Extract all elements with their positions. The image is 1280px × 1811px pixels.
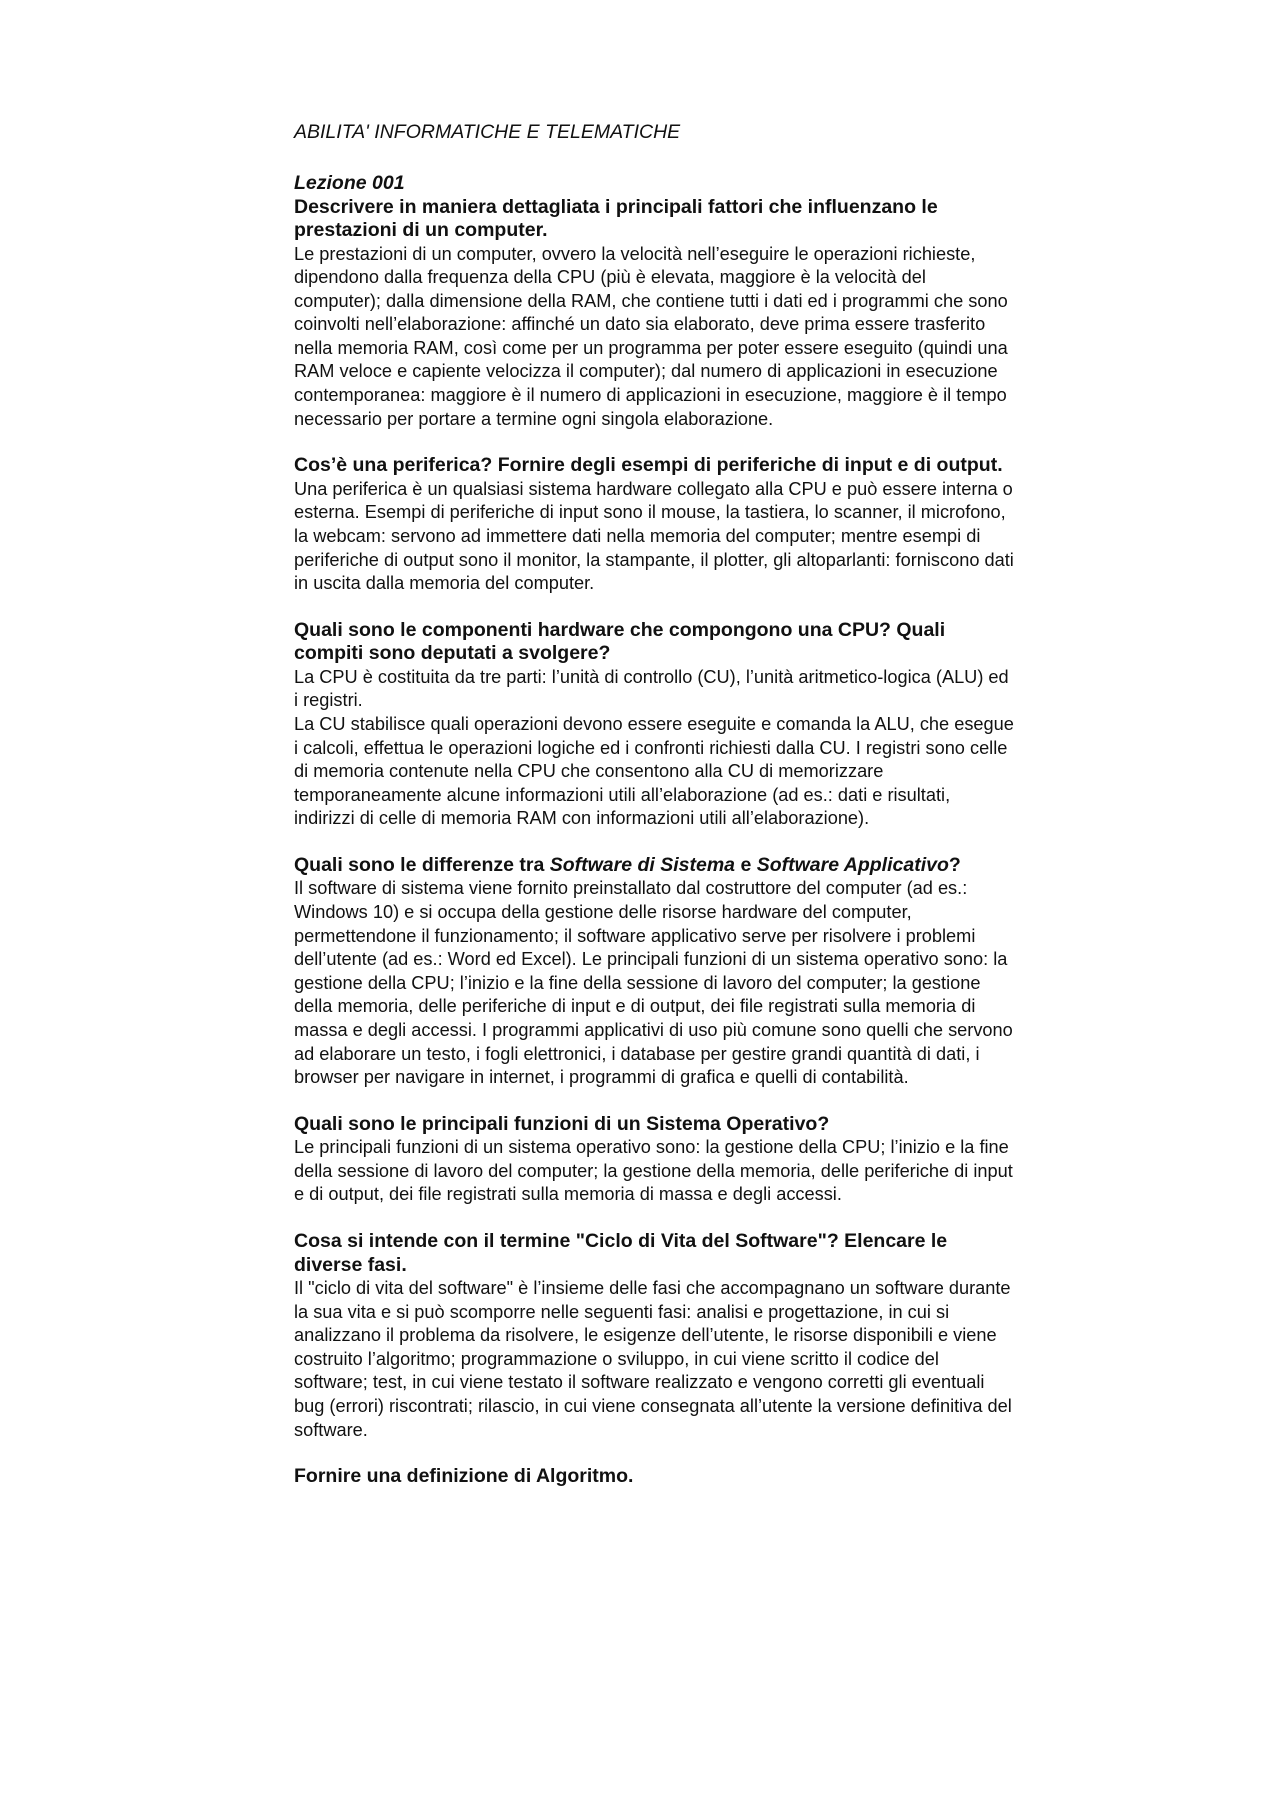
lesson-heading: Lezione 001 [294, 172, 405, 194]
question-heading: Quali sono le principali funzioni di un Sistema Operativo? [294, 1112, 830, 1135]
question-emphasis: Software Applicativo [756, 853, 949, 876]
question-text: ? [948, 853, 961, 876]
answer-paragraph: Una periferica è un qualsiasi sistema hardware collegato alla CPU e può essere interna o esterna. Esempi di periferiche di input sono il mouse, la tastiera, lo scanner, il microfono, la webcam: servono ad immettere dati nella memoria del computer; mentre esempi di periferiche di output sono il monitor, la stampante, il plotter, gli altoparlanti: forniscono dati in uscita dalla memoria del computer. [294, 478, 1014, 594]
question-heading: Fornire una definizione di Algoritmo. [294, 1465, 634, 1488]
qa-section [294, 196, 1014, 432]
document-page [294, 120, 1014, 1512]
qa-section [294, 619, 1014, 831]
answer-paragraph: La CU stabilisce quali operazioni devono essere eseguite e comanda la ALU, che esegue i calcoli, effettua le operazioni logiche ed i confronti richiesti dalla CU. I registri sono celle di memoria contenute nella CPU che consentono alla CU di memorizzare temporaneamente alcune informazioni utili all’elaborazione (ad es.: dati e risultati, indirizzi di celle di memoria RAM con informazioni utili all’elaborazione). [294, 713, 1014, 829]
question-heading: Cosa si intende con il termine "Ciclo di Vita del Software"? Elencare le diverse fasi. [294, 1230, 948, 1276]
question-text: Quali sono le differenze tra [294, 853, 550, 876]
question-heading [294, 854, 1014, 878]
qa-section [294, 454, 1014, 595]
answer-paragraph: Le prestazioni di un computer, ovvero la velocità nell’eseguire le operazioni richieste, dipendono dalla frequenza della CPU (più è elevata, maggiore è la velocità del computer); dalla dimensione della RAM, che contiene tutti i dati ed i programmi che sono coinvolti nell’elaborazione: affinché un dato sia elaborato, deve prima essere trasferito nella memoria RAM, così come per un programma per poter essere eseguito (quindi una RAM veloce e capiente velocizza il computer); dal numero di applicazioni in esecuzione contemporanea: maggiore è il numero di applicazioni in esecuzione, maggiore è il tempo necessario per portare a termine ogni singola elaborazione. [294, 243, 1008, 429]
answer-paragraph: Il software di sistema viene fornito preinstallato dal costruttore del computer (ad es.: Windows 10) e si occupa della gestione delle risorse hardware del computer, permettendone il funzionamento; il software applicativo serve per risolvere i problemi dell’utente (ad es.: Word ed Excel). Le principali funzioni di un sistema operativo sono: la gestione della CPU; l’inizio e la fine della sessione di lavoro del computer; la gestione della memoria, delle periferiche di input e di output, dei file registrati sulla memoria di massa e degli accessi. I programmi applicativi di uso più comune sono quelli che servono ad elaborare un testo, i fogli elettronici, i database per gestire grandi quantità di dati, i browser per navigare in internet, i programmi di grafica e quelli di contabilità. [294, 878, 1013, 1088]
question-heading: Quali sono le componenti hardware che compongono una CPU? Quali compiti sono deputati a svolgere? [294, 618, 946, 665]
answer-paragraph: Il "ciclo di vita del software" è l’insieme delle fasi che accompagnano un software durante la sua vita e si può scomporre nelle seguenti fasi: analisi e progettazione, in cui si analizzano il problema da risolvere, le esigenze dell’utente, le risorse disponibili e viene costruito l’algoritmo; programmazione o sviluppo, in cui viene scritto il codice del software; test, in cui viene testato il software realizzato e vengono corretti gli eventuali bug (errori) riscontrati; rilascio, in cui viene consegnata all’utente la versione definitiva del software. [294, 1278, 1012, 1440]
qa-section [294, 1465, 1014, 1489]
document-title: ABILITA' INFORMATICHE E TELEMATICHE [294, 121, 681, 143]
qa-section [294, 854, 1014, 1090]
question-text: e [735, 853, 757, 876]
answer-paragraph: La CPU è costituita da tre parti: l’unità di controllo (CU), l’unità aritmetico-logica (ALU) ed i registri. [294, 666, 1009, 711]
answer-paragraph: Le principali funzioni di un sistema operativo sono: la gestione della CPU; l’inizio e la fine della sessione di lavoro del computer; la gestione della memoria, delle periferiche di input e di output, dei file registrati sulla memoria di massa e degli accessi. [294, 1137, 1013, 1205]
qa-section [294, 1113, 1014, 1207]
question-heading: Cos’è una periferica? Fornire degli esempi di periferiche di input e di output. [294, 454, 1003, 477]
qa-section [294, 1230, 1014, 1442]
question-emphasis: Software di Sistema [549, 853, 736, 876]
question-heading: Descrivere in maniera dettagliata i principali fattori che influenzano le prestazioni di un computer. [294, 195, 938, 241]
